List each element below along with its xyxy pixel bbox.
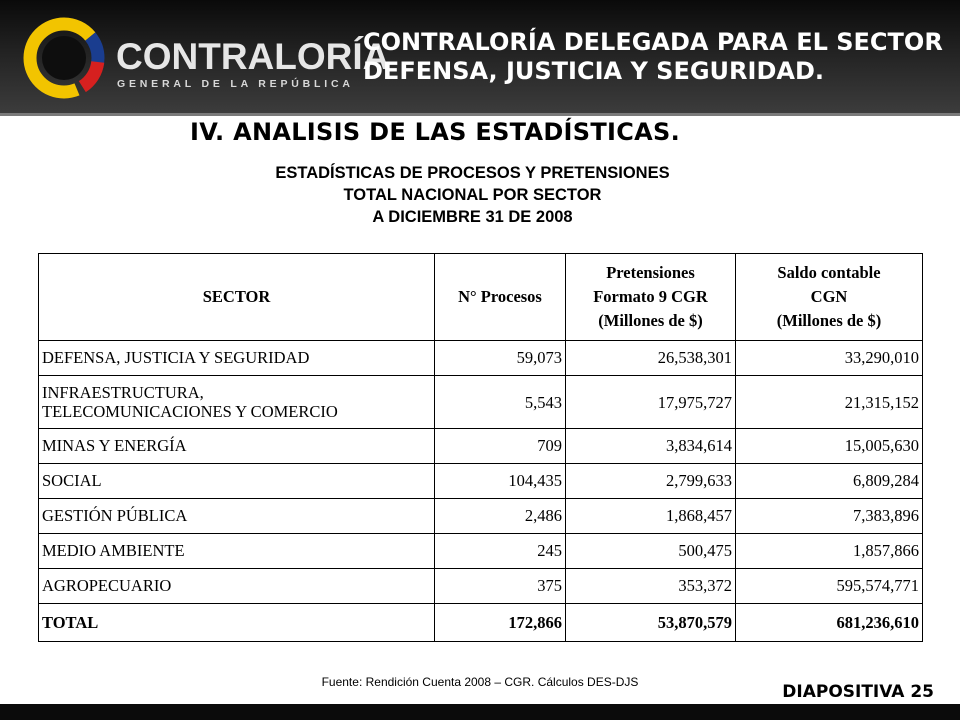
cell-saldo: 681,236,610 <box>736 604 923 642</box>
cell-pretensiones: 1,868,457 <box>566 499 736 534</box>
caption-line2: TOTAL NACIONAL POR SECTOR <box>343 186 602 204</box>
header-banner <box>0 0 960 113</box>
table-row <box>39 341 923 376</box>
cell-procesos: 245 <box>435 534 566 569</box>
cell-procesos: 709 <box>435 429 566 464</box>
contraloria-logo <box>18 12 390 104</box>
cell-procesos: 104,435 <box>435 464 566 499</box>
cell-sector: MEDIO AMBIENTE <box>39 534 435 569</box>
cell-saldo: 7,383,896 <box>736 499 923 534</box>
header-title-line1: CONTRALORÍA DELEGADA PARA EL SECTOR <box>363 28 943 56</box>
cell-pretensiones: 3,834,614 <box>566 429 736 464</box>
cell-sector: AGROPECUARIO <box>39 569 435 604</box>
cell-saldo: 33,290,010 <box>736 341 923 376</box>
caption-line3: A DICIEMBRE 31 DE 2008 <box>372 208 573 226</box>
cell-saldo: 15,005,630 <box>736 429 923 464</box>
cell-saldo: 6,809,284 <box>736 464 923 499</box>
cell-procesos: 172,866 <box>435 604 566 642</box>
table-total-row <box>39 604 923 642</box>
logo-emblem-icon <box>18 12 118 104</box>
header-pretensiones: Pretensiones Formato 9 CGR (Millones de $) <box>566 254 736 341</box>
slide-number: DIAPOSITIVA 25 <box>760 680 940 704</box>
header-saldo: Saldo contable CGN (Millones de $) <box>736 254 923 341</box>
logo-subtitle: GENERAL DE LA REPÚBLICA <box>117 78 354 90</box>
cell-sector: MINAS Y ENERGÍA <box>39 429 435 464</box>
cell-pretensiones: 500,475 <box>566 534 736 569</box>
table-row <box>39 429 923 464</box>
table-row <box>39 569 923 604</box>
cell-saldo: 595,574,771 <box>736 569 923 604</box>
cell-pretensiones: 26,538,301 <box>566 341 736 376</box>
cell-saldo: 1,857,866 <box>736 534 923 569</box>
cell-sector: TOTAL <box>39 604 435 642</box>
cell-pretensiones: 17,975,727 <box>566 376 736 429</box>
table-row <box>39 464 923 499</box>
cell-pretensiones: 353,372 <box>566 569 736 604</box>
table-header-row <box>39 254 923 341</box>
caption-line1: ESTADÍSTICAS DE PROCESOS Y PRETENSIONES <box>275 164 670 182</box>
header-procesos: N° Procesos <box>435 254 566 341</box>
table-row <box>39 499 923 534</box>
cell-pretensiones: 53,870,579 <box>566 604 736 642</box>
cell-sector: GESTIÓN PÚBLICA <box>39 499 435 534</box>
cell-procesos: 2,486 <box>435 499 566 534</box>
source-note: Fuente: Rendición Cuenta 2008 – CGR. Cálculos DES-DJS <box>321 675 639 689</box>
cell-procesos: 59,073 <box>435 341 566 376</box>
table-row <box>39 376 923 429</box>
table-caption <box>180 162 765 228</box>
cell-saldo: 21,315,152 <box>736 376 923 429</box>
cell-sector: SOCIAL <box>39 464 435 499</box>
header-title <box>363 28 953 86</box>
header-sector: SECTOR <box>39 254 435 341</box>
header-title-line2: DEFENSA, JUSTICIA Y SEGURIDAD. <box>363 57 824 85</box>
section-title: IV. ANALISIS DE LAS ESTADÍSTICAS. <box>190 118 681 146</box>
header-divider <box>0 113 960 116</box>
cell-sector: INFRAESTRUCTURA, TELECOMUNICACIONES Y COMERCIO <box>39 376 435 429</box>
footer-bar <box>0 704 960 720</box>
cell-sector: DEFENSA, JUSTICIA Y SEGURIDAD <box>39 341 435 376</box>
logo-wordmark: CONTRALORÍA <box>116 36 390 77</box>
cell-procesos: 5,543 <box>435 376 566 429</box>
cell-pretensiones: 2,799,633 <box>566 464 736 499</box>
table-row <box>39 534 923 569</box>
statistics-table <box>38 253 923 642</box>
cell-procesos: 375 <box>435 569 566 604</box>
